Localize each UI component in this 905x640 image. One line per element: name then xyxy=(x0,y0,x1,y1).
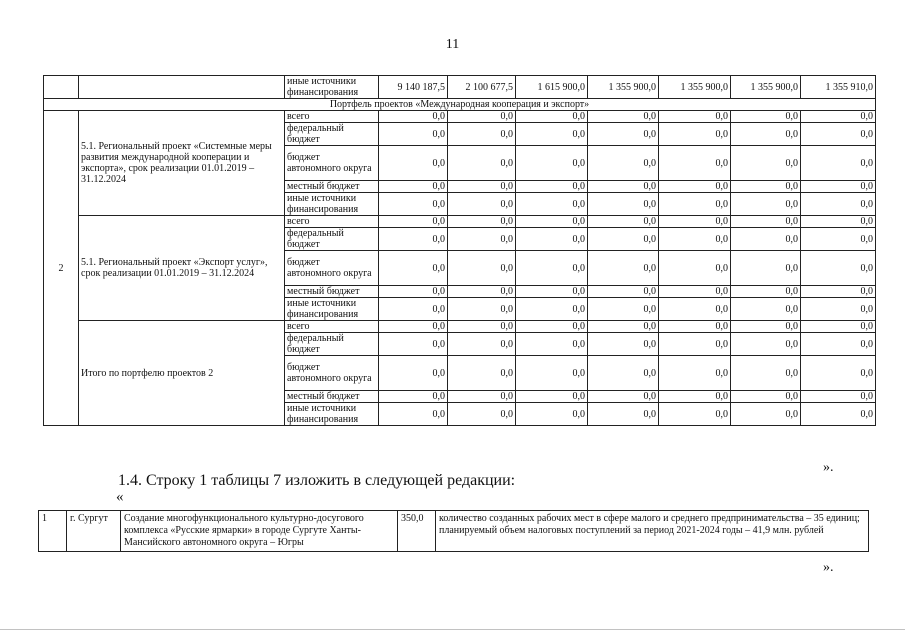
value-cell: 0,0 xyxy=(731,111,801,123)
value-cell: 0,0 xyxy=(379,251,448,286)
value-cell: 0,0 xyxy=(588,251,659,286)
value-cell: 0,0 xyxy=(448,298,516,321)
value-cell: 0,0 xyxy=(801,333,876,356)
value-cell: 0,0 xyxy=(588,181,659,193)
value-cell: 0,0 xyxy=(801,146,876,181)
value-cell: 0,0 xyxy=(588,286,659,298)
value-cell: 0,0 xyxy=(516,146,588,181)
value-cell: 0,0 xyxy=(801,403,876,426)
value-cell: 0,0 xyxy=(379,286,448,298)
table-row xyxy=(44,216,876,228)
value-cell: 0,0 xyxy=(448,286,516,298)
opening-quote: « xyxy=(116,489,124,505)
value-cell: 0,0 xyxy=(448,193,516,216)
value-cell: 0,0 xyxy=(801,228,876,251)
source-label: федеральный бюджет xyxy=(285,228,379,251)
value-cell: 0,0 xyxy=(801,286,876,298)
portfolio-header: Портфель проектов «Международная кооперация и экспорт» xyxy=(44,99,876,111)
value-cell: 0,0 xyxy=(731,356,801,391)
value-cell: 0,0 xyxy=(516,111,588,123)
value-cell: 0,0 xyxy=(448,216,516,228)
value-cell: 0,0 xyxy=(379,181,448,193)
table-row xyxy=(39,511,869,552)
source-label: федеральный бюджет xyxy=(285,333,379,356)
value-cell: 0,0 xyxy=(516,228,588,251)
value-cell: 0,0 xyxy=(588,123,659,146)
value-cell: 0,0 xyxy=(448,181,516,193)
value-cell: 0,0 xyxy=(588,228,659,251)
row-number: 2 xyxy=(44,111,79,426)
value-cell: 0,0 xyxy=(731,181,801,193)
value-cell: 0,0 xyxy=(379,123,448,146)
value-cell: 0,0 xyxy=(516,216,588,228)
value-cell: 1 355 900,0 xyxy=(731,76,801,99)
value-cell: 0,0 xyxy=(588,216,659,228)
t7-result-2: планируемый объем налоговых поступлений за период 2021-2024 годы – 41,9 млн. рублей xyxy=(439,525,824,536)
closing-quote-2: ». xyxy=(823,560,834,575)
value-cell: 0,0 xyxy=(659,123,731,146)
value-cell: 1 615 900,0 xyxy=(516,76,588,99)
project-name: Итого по портфелю проектов 2 xyxy=(79,321,285,426)
value-cell: 0,0 xyxy=(801,216,876,228)
value-cell: 0,0 xyxy=(516,403,588,426)
instruction-heading: 1.4. Строку 1 таблицы 7 изложить в следующей редакции: xyxy=(118,472,516,489)
t7-result-1: количество созданных рабочих мест в сфере малого и среднего предпринимательства – 35 единиц; xyxy=(439,513,860,524)
value-cell: 0,0 xyxy=(659,403,731,426)
value-cell: 0,0 xyxy=(731,193,801,216)
table-7-row xyxy=(38,510,869,552)
value-cell: 0,0 xyxy=(801,181,876,193)
value-cell: 0,0 xyxy=(379,321,448,333)
value-cell: 0,0 xyxy=(659,216,731,228)
financing-table xyxy=(43,75,876,426)
value-cell: 0,0 xyxy=(379,333,448,356)
value-cell: 0,0 xyxy=(801,356,876,391)
value-cell: 0,0 xyxy=(448,321,516,333)
source-label: иные источники финансирования xyxy=(285,76,379,99)
value-cell: 0,0 xyxy=(801,298,876,321)
value-cell: 0,0 xyxy=(731,403,801,426)
value-cell: 0,0 xyxy=(516,286,588,298)
value-cell: 0,0 xyxy=(731,146,801,181)
value-cell: 0,0 xyxy=(379,298,448,321)
value-cell: 0,0 xyxy=(588,193,659,216)
value-cell: 0,0 xyxy=(659,228,731,251)
t7-results xyxy=(436,511,869,552)
value-cell: 0,0 xyxy=(659,298,731,321)
source-label: местный бюджет xyxy=(285,181,379,193)
value-cell: 0,0 xyxy=(731,298,801,321)
value-cell: 0,0 xyxy=(731,333,801,356)
value-cell: 1 355 900,0 xyxy=(659,76,731,99)
value-cell: 0,0 xyxy=(379,391,448,403)
value-cell: 0,0 xyxy=(379,403,448,426)
value-cell: 0,0 xyxy=(516,321,588,333)
cell-empty xyxy=(79,76,285,99)
value-cell: 0,0 xyxy=(731,321,801,333)
value-cell: 0,0 xyxy=(659,146,731,181)
value-cell: 0,0 xyxy=(731,391,801,403)
value-cell: 0,0 xyxy=(379,356,448,391)
value-cell: 0,0 xyxy=(448,333,516,356)
value-cell: 0,0 xyxy=(659,321,731,333)
value-cell: 0,0 xyxy=(801,193,876,216)
value-cell: 0,0 xyxy=(448,251,516,286)
source-label: всего xyxy=(285,216,379,228)
source-label: бюджет автономного округа xyxy=(285,146,379,181)
value-cell: 0,0 xyxy=(588,391,659,403)
value-cell: 0,0 xyxy=(448,146,516,181)
value-cell: 0,0 xyxy=(379,146,448,181)
value-cell: 0,0 xyxy=(448,403,516,426)
value-cell: 0,0 xyxy=(801,391,876,403)
value-cell: 2 100 677,5 xyxy=(448,76,516,99)
value-cell: 0,0 xyxy=(731,286,801,298)
portfolio-header-row xyxy=(44,99,876,111)
value-cell: 0,0 xyxy=(379,111,448,123)
value-cell: 0,0 xyxy=(516,298,588,321)
t7-amount: 350,0 xyxy=(398,511,436,552)
value-cell: 0,0 xyxy=(516,123,588,146)
table-row xyxy=(44,111,876,123)
value-cell: 0,0 xyxy=(801,251,876,286)
source-label: бюджет автономного округа xyxy=(285,356,379,391)
value-cell: 0,0 xyxy=(731,216,801,228)
table-row xyxy=(44,321,876,333)
value-cell: 0,0 xyxy=(801,321,876,333)
value-cell: 0,0 xyxy=(516,333,588,356)
top-row xyxy=(44,76,876,99)
value-cell: 0,0 xyxy=(379,193,448,216)
scan-edge-line xyxy=(0,629,905,630)
t7-num: 1 xyxy=(39,511,67,552)
value-cell: 0,0 xyxy=(659,193,731,216)
project-name: 5.1. Региональный проект «Экспорт услуг», срок реализации 01.01.2019 – 31.12.2024 xyxy=(79,216,285,321)
value-cell: 0,0 xyxy=(588,298,659,321)
value-cell: 0,0 xyxy=(516,193,588,216)
value-cell: 0,0 xyxy=(448,123,516,146)
value-cell: 0,0 xyxy=(659,356,731,391)
value-cell: 0,0 xyxy=(516,391,588,403)
page-number: 11 xyxy=(445,37,460,52)
value-cell: 1 355 910,0 xyxy=(801,76,876,99)
value-cell: 9 140 187,5 xyxy=(379,76,448,99)
value-cell: 0,0 xyxy=(448,356,516,391)
value-cell: 0,0 xyxy=(448,111,516,123)
t7-city: г. Сургут xyxy=(67,511,121,552)
value-cell: 0,0 xyxy=(659,111,731,123)
value-cell: 0,0 xyxy=(731,228,801,251)
value-cell: 0,0 xyxy=(588,333,659,356)
value-cell: 0,0 xyxy=(801,111,876,123)
value-cell: 0,0 xyxy=(731,251,801,286)
source-label: иные источники финансирования xyxy=(285,193,379,216)
value-cell: 0,0 xyxy=(379,228,448,251)
closing-quote: ». xyxy=(823,460,834,475)
value-cell: 0,0 xyxy=(659,251,731,286)
value-cell: 0,0 xyxy=(379,216,448,228)
value-cell: 0,0 xyxy=(448,228,516,251)
value-cell: 0,0 xyxy=(659,181,731,193)
source-label: иные источники финансирования xyxy=(285,403,379,426)
value-cell: 0,0 xyxy=(731,123,801,146)
cell-empty xyxy=(44,76,79,99)
value-cell: 0,0 xyxy=(659,286,731,298)
value-cell: 1 355 900,0 xyxy=(588,76,659,99)
source-label: местный бюджет xyxy=(285,391,379,403)
value-cell: 0,0 xyxy=(588,403,659,426)
value-cell: 0,0 xyxy=(588,321,659,333)
value-cell: 0,0 xyxy=(801,123,876,146)
source-label: федеральный бюджет xyxy=(285,123,379,146)
source-label: всего xyxy=(285,111,379,123)
value-cell: 0,0 xyxy=(659,333,731,356)
value-cell: 0,0 xyxy=(588,356,659,391)
source-label: всего xyxy=(285,321,379,333)
t7-description: Создание многофункционального культурно-досугового комплекса «Русские ярмарки» в городе Сургуте Ханты-Мансийского автономного округа – Югры xyxy=(121,511,398,552)
source-label: иные источники финансирования xyxy=(285,298,379,321)
value-cell: 0,0 xyxy=(516,356,588,391)
source-label: местный бюджет xyxy=(285,286,379,298)
value-cell: 0,0 xyxy=(659,391,731,403)
source-label: бюджет автономного округа xyxy=(285,251,379,286)
value-cell: 0,0 xyxy=(516,251,588,286)
value-cell: 0,0 xyxy=(448,391,516,403)
value-cell: 0,0 xyxy=(516,181,588,193)
project-name: 5.1. Региональный проект «Системные меры развития международной кооперации и экспорта», срок реализации 01.01.2019 – 31.12.2024 xyxy=(79,111,285,216)
value-cell: 0,0 xyxy=(588,146,659,181)
value-cell: 0,0 xyxy=(588,111,659,123)
